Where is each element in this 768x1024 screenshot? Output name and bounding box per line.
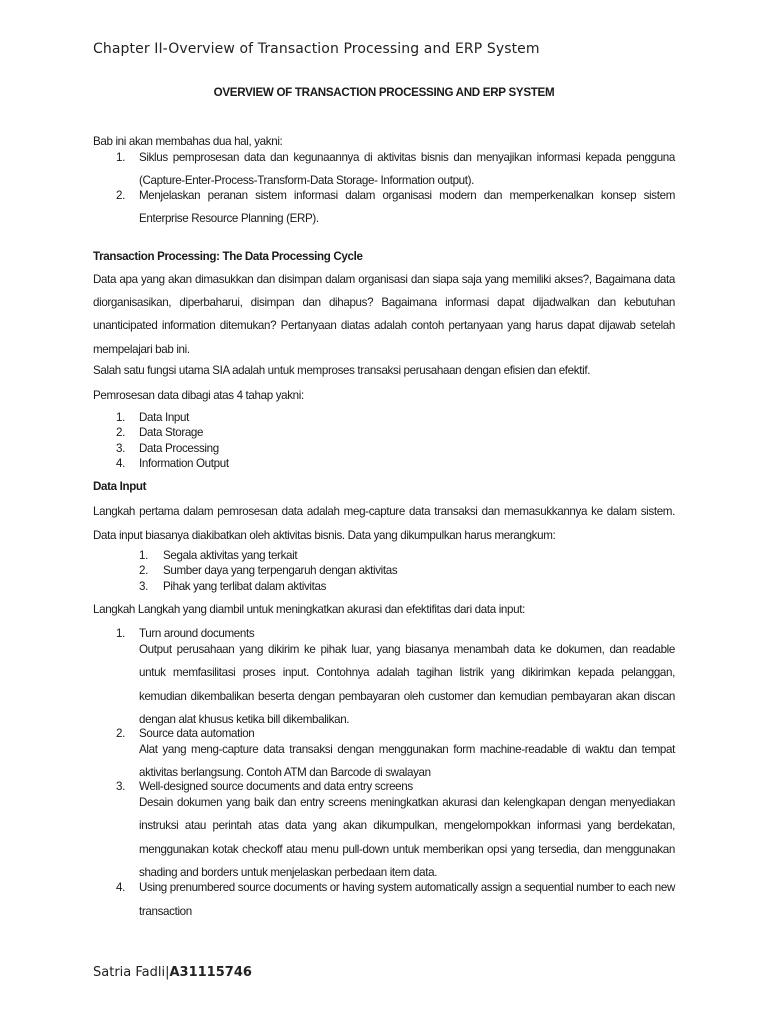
- step-item: [93, 876, 675, 923]
- stages-list: [93, 410, 675, 471]
- intro-item: [93, 184, 675, 230]
- paragraph: Salah satu fungsi utama SIA adalah untuk memproses transaksi perusahaan dengan efisien dan efektif.: [93, 364, 591, 377]
- list-number: 1.: [116, 411, 125, 424]
- list-item: [93, 410, 675, 425]
- step-description: [93, 738, 675, 784]
- step-description-text: Output perusahaan yang dikirim ke pihak luar, yang biasanya menambah data ke dokumen, dan readable untuk memfasilitasi proses input. Contohnya adalah tagihan listrik yang dikirimkan kepada pelanggan, kemudian dikembalikan beserta dengan pembayaran oleh customer dan kemudian pembayaran akan discan dengan alat khusus ketika bill dikembalikan.: [139, 643, 675, 727]
- page-footer: [93, 965, 252, 980]
- list-number: 2.: [116, 727, 125, 740]
- footer-author: Satria Fadli|: [93, 965, 170, 980]
- list-number: 2.: [116, 189, 125, 202]
- list-item-text: Information Output: [139, 456, 229, 470]
- list-number: 3.: [139, 579, 148, 593]
- footer-student-id: A31115746: [169, 965, 252, 980]
- list-item-text: Sumber daya yang terpengaruh dengan aktivitas: [163, 564, 398, 578]
- list-item: [93, 579, 675, 594]
- list-number: 2.: [139, 564, 148, 578]
- list-item: [93, 425, 675, 440]
- list-item-text: Menjelaskan peranan sistem informasi dalam organisasi modern dan memperkenalkan konsep sistem Enterprise Resource Planning (ERP).: [139, 189, 675, 225]
- list-number: 1.: [116, 151, 125, 164]
- step-title: Turn around documents: [139, 627, 255, 640]
- list-item-text: Data Processing: [139, 441, 219, 455]
- list-item: [93, 563, 675, 578]
- list-item-text: Data Input: [139, 411, 189, 424]
- step-description: [93, 638, 675, 732]
- list-number: 4.: [116, 881, 125, 894]
- list-item-text: Siklus pemprosesan data dan kegunaannya di aktivitas bisnis dan menyajikan informasi kepada pengguna (Capture-Enter-Process-Transform-Data Storage- Information output).: [139, 151, 675, 187]
- paragraph: Langkah Langkah yang diambil untuk meningkatkan akurasi dan efektifitas dari data input:: [93, 603, 525, 616]
- section-heading: Data Input: [93, 480, 147, 493]
- step-title: Well-designed source documents and data entry screens: [139, 780, 413, 793]
- intro-text: Bab ini akan membahas dua hal, yakni:: [93, 135, 283, 148]
- list-number: 3.: [116, 441, 125, 455]
- paragraph: Data apa yang akan dimasukkan dan disimpan dalam organisasi dan siapa saja yang memiliki akses?, Bagaimana data diorganisasikan, diperbaharui, disimpan dan dihapus? Bagaimana informasi dapat dijadwalkan dan kebutuhan unanticipated information ditemukan? Pertanyaan diatas adalah contoh pertanyaan yang harus dapat dijawab setelah mempelajari bab ini.: [93, 273, 675, 356]
- list-item-text: Data Storage: [139, 426, 204, 440]
- step-title: Using prenumbered source documents or having system automatically assign a sequential number to each new transaction: [139, 881, 675, 918]
- step-title: Source data automation: [139, 727, 255, 740]
- list-item-text: Pihak yang terlibat dalam aktivitas: [163, 579, 327, 593]
- paragraph: Pemrosesan data dibagi atas 4 tahap yakni:: [93, 389, 304, 402]
- list-item-text: Segala aktivitas yang terkait: [163, 549, 298, 562]
- paragraph: Langkah pertama dalam pemrosesan data adalah meg-capture data transaksi dan memasukkannya ke dalam sistem. Data input biasanya diakibatkan oleh aktivitas bisnis. Data yang dikumpulkan harus merangkum:: [93, 505, 675, 542]
- list-number: 1.: [139, 549, 148, 562]
- list-number: 4.: [116, 456, 125, 470]
- capture-list: [93, 548, 675, 594]
- list-number: 1.: [116, 627, 125, 640]
- list-number: 2.: [116, 426, 125, 440]
- list-number: 3.: [116, 780, 125, 793]
- step-description-text: Desain dokumen yang baik dan entry screens meningkatkan akurasi dan kelengkapan dengan menyediakan instruksi atau perintah atas data yang akan dikumpulkan, mengelompokkan informasi yang berdekatan, menggunakan kotak checkoff atau menu pull-down untuk memberikan opsi yang tersedia, dan menggunakan shading and borders untuk menjelaskan perbedaan item data.: [139, 796, 675, 879]
- step-description-text: Alat yang meng-capture data transaksi dengan menggunakan form machine-readable di waktu dan tempat aktivitas berlangsung. Contoh ATM dan Barcode di swalayan: [139, 743, 675, 779]
- list-item: [93, 548, 675, 563]
- section-heading: Transaction Processing: The Data Processing Cycle: [93, 250, 363, 263]
- document-title: OVERVIEW OF TRANSACTION PROCESSING AND ERP SYSTEM: [213, 86, 555, 99]
- step-description: [93, 791, 675, 884]
- page-header: Chapter II-Overview of Transaction Processing and ERP System: [93, 41, 540, 57]
- list-item: [93, 441, 675, 456]
- list-item: [93, 456, 675, 471]
